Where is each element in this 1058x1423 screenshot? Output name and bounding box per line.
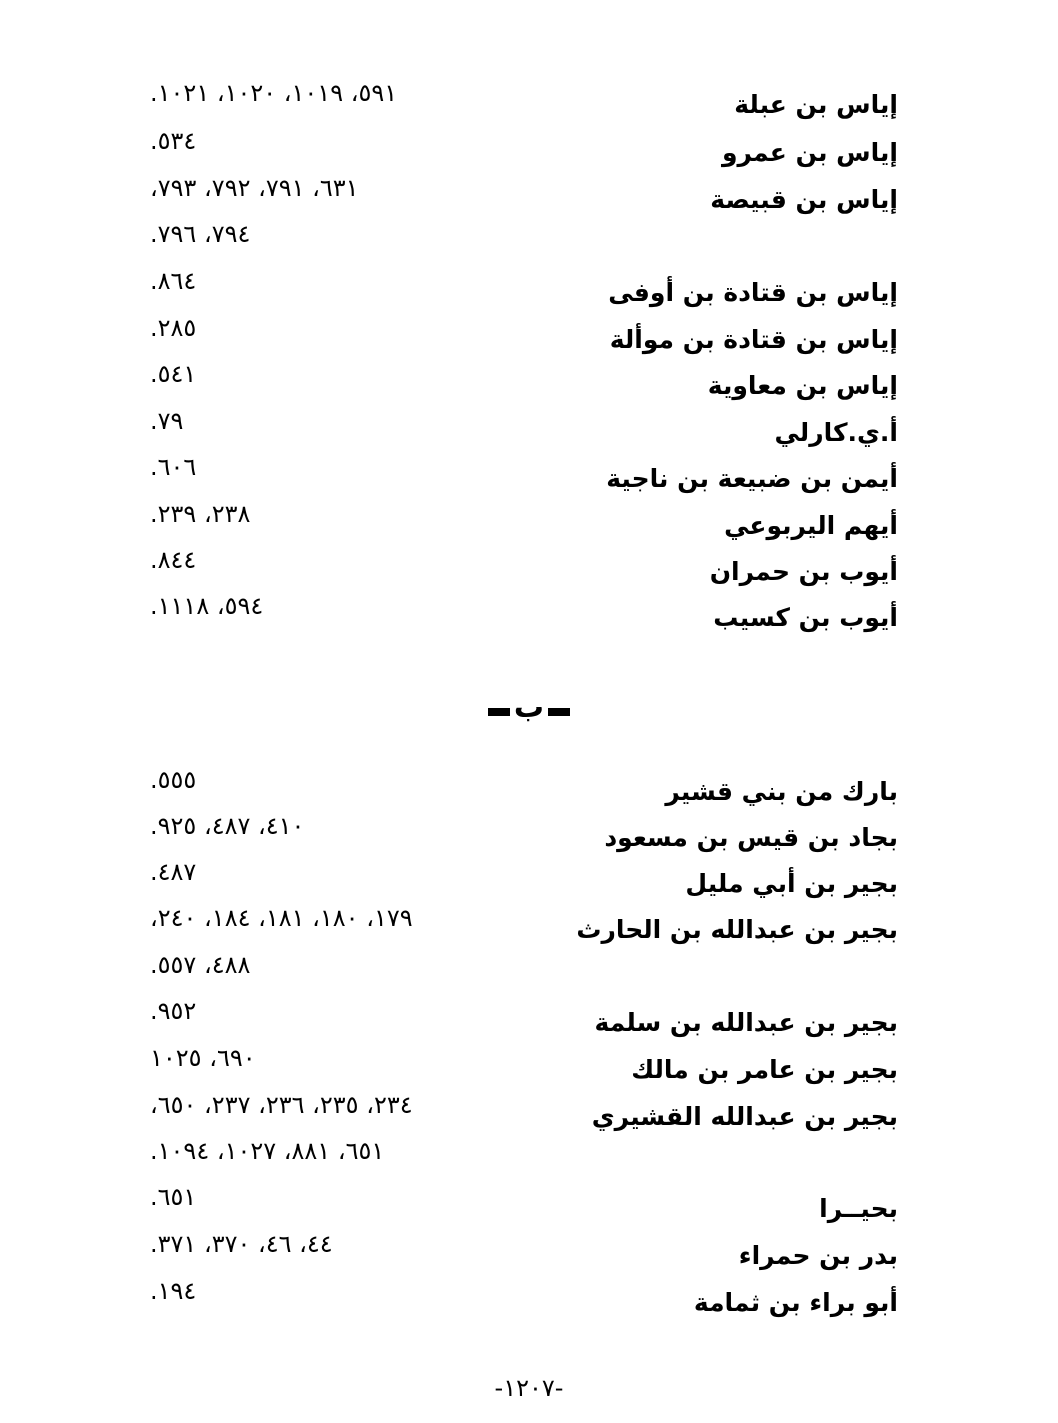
section-heading-letter: ب — [513, 690, 545, 725]
entry-name: إياس بن عبلة — [734, 90, 898, 119]
entry-name: أ.ي.كارلي — [774, 418, 898, 447]
index-entry — [0, 127, 1058, 173]
entry-name: بجير بن عبدالله بن سلمة — [594, 1008, 898, 1037]
index-entry — [0, 220, 1058, 266]
entry-page-refs: ٢٣٤، ٢٣٥، ٢٣٦، ٢٣٧، ٦٥٠، — [150, 1091, 413, 1119]
entry-page-refs: ٦٥١. — [150, 1183, 197, 1211]
entry-page-refs: ٥٩٤، ١١١٨. — [150, 592, 264, 620]
entry-page-refs: ١٩٤. — [150, 1277, 197, 1305]
entry-page-refs: ٩٥٢. — [150, 997, 197, 1025]
entry-page-refs: ٥٤١. — [150, 360, 197, 388]
divider-bar-left — [488, 708, 510, 716]
index-entry — [0, 1183, 1058, 1229]
entry-page-refs: ٢٨٥. — [150, 314, 197, 342]
index-entry — [0, 1277, 1058, 1323]
entry-page-refs: ٦٠٦. — [150, 453, 197, 481]
entry-name: أبو براء بن ثمامة — [693, 1288, 898, 1317]
entry-page-refs: ٨٤٤. — [150, 546, 197, 574]
entry-page-refs: ٥٣٤. — [150, 127, 197, 155]
entry-name: بجاد بن قيس بن مسعود — [604, 823, 898, 852]
entry-name: بجير بن عامر بن مالك — [631, 1055, 898, 1084]
index-entry — [0, 453, 1058, 499]
entry-name: إياس بن قتادة بن أوفى — [608, 278, 898, 307]
entry-name: أيوب بن حمران — [709, 557, 898, 586]
entry-name: أيوب بن كسيب — [713, 603, 898, 632]
index-entry — [0, 592, 1058, 638]
entry-page-refs: ٢٣٨، ٢٣٩. — [150, 500, 251, 528]
entry-page-refs: ٧٩٤، ٧٩٦. — [150, 220, 251, 248]
entry-page-refs: ٧٩. — [150, 407, 184, 435]
index-entry — [0, 1044, 1058, 1090]
entry-name: بدر بن حمراء — [738, 1241, 898, 1270]
page-number: -١٢٠٧- — [494, 1374, 564, 1402]
entry-name: بارك من بني قشير — [665, 777, 898, 806]
entry-name: أيمن بن ضبيعة بن ناجية — [606, 464, 898, 493]
index-entry — [0, 360, 1058, 406]
entry-page-refs: ١٧٩، ١٨٠، ١٨١، ١٨٤، ٢٤٠، — [150, 904, 413, 932]
entry-page-refs: ٦٩٠، ١٠٢٥ — [150, 1044, 256, 1072]
entry-page-refs: ٥٥٥. — [150, 766, 197, 794]
entry-page-refs: ٥٩١، ١٠١٩، ١٠٢٠، ١٠٢١. — [150, 79, 398, 107]
entry-page-refs: ٨٦٤. — [150, 267, 197, 295]
index-entry — [0, 904, 1058, 950]
index-entry — [0, 1230, 1058, 1276]
entry-name: بجير بن أبي مليل — [685, 869, 898, 898]
entry-name: إياس بن قبيصة — [710, 185, 898, 214]
divider-bar-right — [548, 708, 570, 716]
entry-page-refs: ٤٨٨، ٥٥٧. — [150, 951, 251, 979]
entry-name: إياس بن معاوية — [707, 371, 898, 400]
entry-name: بجير بن عبدالله القشيري — [591, 1102, 898, 1131]
index-entry — [0, 267, 1058, 313]
entry-name: بحيــرا — [819, 1194, 898, 1223]
entry-name: إياس بن عمرو — [721, 138, 898, 167]
index-entry — [0, 79, 1058, 125]
entry-page-refs: ٤٤، ٤٦، ٣٧٠، ٣٧١. — [150, 1230, 333, 1258]
entry-page-refs: ٦٣١، ٧٩١، ٧٩٢، ٧٩٣، — [150, 174, 359, 202]
entry-name: بجير بن عبدالله بن الحارث — [576, 915, 898, 944]
index-entry — [0, 997, 1058, 1043]
section-divider-ba — [0, 686, 1058, 730]
entry-page-refs: ٦٥١، ٨٨١، ١٠٢٧، ١٠٩٤. — [150, 1137, 385, 1165]
entry-page-refs: ٤١٠، ٤٨٧، ٩٢٥. — [150, 812, 305, 840]
entry-name: أيهم اليربوعي — [724, 511, 898, 540]
entry-name: إياس بن قتادة بن موألة — [609, 325, 898, 354]
entry-page-refs: ٤٨٧. — [150, 858, 197, 886]
